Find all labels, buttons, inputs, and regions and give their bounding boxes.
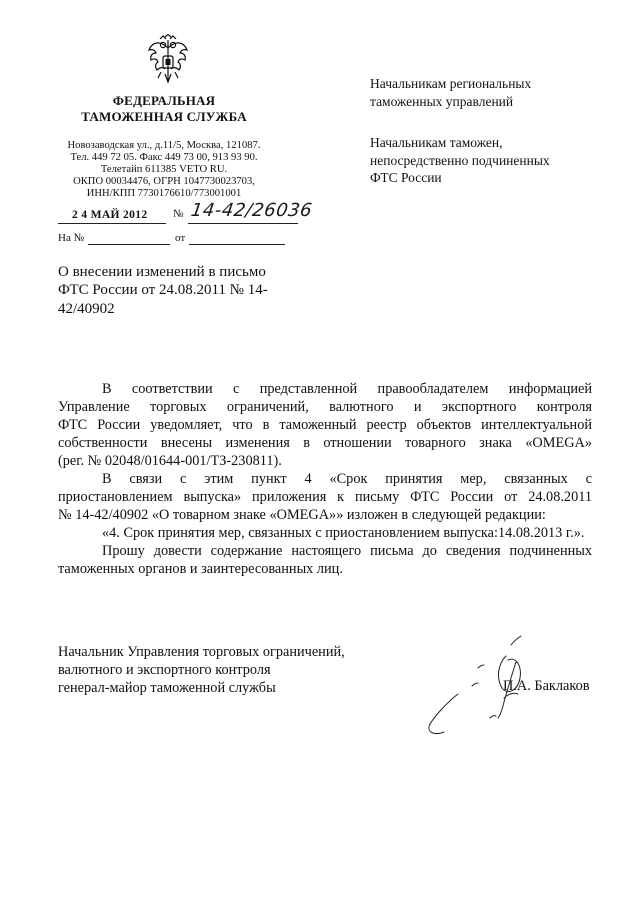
address-line: ИНН/КПП 7730176610/773001001 xyxy=(86,188,242,199)
body-line: Прошу довести содержание настоящего письма до сведения подчиненных xyxy=(102,543,592,559)
address-line: ОКПО 00034476, ОГРН 1047730023703, xyxy=(73,176,255,187)
reference-date-line xyxy=(189,244,285,245)
recipient-line: Начальникам таможен, xyxy=(370,135,503,150)
address-line: Новозаводская ул., д.11/5, Москва, 121087. xyxy=(67,140,261,151)
handwritten-letter-number: 14-42/26036 xyxy=(189,200,314,221)
signatory-title-line: валютного и экспортного контроля xyxy=(58,662,271,678)
body-line: Управление торговых ограничений, валютного и экспортного контроля xyxy=(58,399,592,415)
body-line: таможенных органов и заинтересованных лиц. xyxy=(58,561,343,577)
signatory-title-line: генерал-майор таможенной службы xyxy=(58,680,276,696)
subject-line: ФТС России от 24.08.2011 № 14- xyxy=(58,282,268,298)
org-name-line1: ФЕДЕРАЛЬНАЯ xyxy=(112,93,216,108)
recipient-line: ФТС России xyxy=(370,170,442,185)
signatory-name: П.А. Баклаков xyxy=(503,678,590,694)
body-line: приостановлением выпуска» приложения к письму ФТС России от 24.08.2011 xyxy=(58,489,592,505)
signatory-title-line: Начальник Управления торговых ограничений, xyxy=(58,644,345,660)
body-line: собственности внесены изменения в отношении товарного знака «OMEGA» xyxy=(58,435,592,451)
handwritten-signature xyxy=(418,628,558,746)
date-underline xyxy=(58,223,166,224)
reference-from-label: от xyxy=(175,232,186,244)
subject-line: О внесении изменений в письмо xyxy=(58,264,266,280)
address-line: Телетайп 611385 VETO RU. xyxy=(100,164,228,175)
number-sign: № xyxy=(173,208,184,220)
body-line: ФТС России уведомляет, что в таможенный реестр объектов интеллектуальной xyxy=(58,417,592,433)
subject-line: 42/40902 xyxy=(58,301,115,317)
body-line: «4. Срок принятия мер, связанных с приостановлением выпуска:14.08.2013 г.». xyxy=(102,525,585,541)
reference-label: На № xyxy=(58,232,85,244)
body-line: В связи с этим пункт 4 «Срок принятия мер, связанных с xyxy=(102,471,592,487)
org-name-line2: ТАМОЖЕННАЯ СЛУЖБА xyxy=(81,109,247,124)
body-line: (рег. № 02048/01644-001/ТЗ-230811). xyxy=(58,453,282,469)
coat-of-arms-icon xyxy=(146,34,190,86)
body-line: В соответствии с представленной правообладателем информацией xyxy=(102,381,592,397)
body-line: № 14-42/40902 «О товарном знаке «OMEGA»» изложен в следующей редакции: xyxy=(58,507,546,523)
letter-date: 2 4 МАЙ 2012 xyxy=(72,208,148,221)
reference-number-line xyxy=(88,244,170,245)
recipient-line: таможенных управлений xyxy=(370,94,514,109)
number-underline xyxy=(188,223,298,224)
recipient-line: непосредственно подчиненных xyxy=(370,153,550,168)
address-line: Тел. 449 72 05. Факс 449 73 00, 913 93 90. xyxy=(70,152,258,163)
recipient-line: Начальникам региональных xyxy=(370,76,532,91)
